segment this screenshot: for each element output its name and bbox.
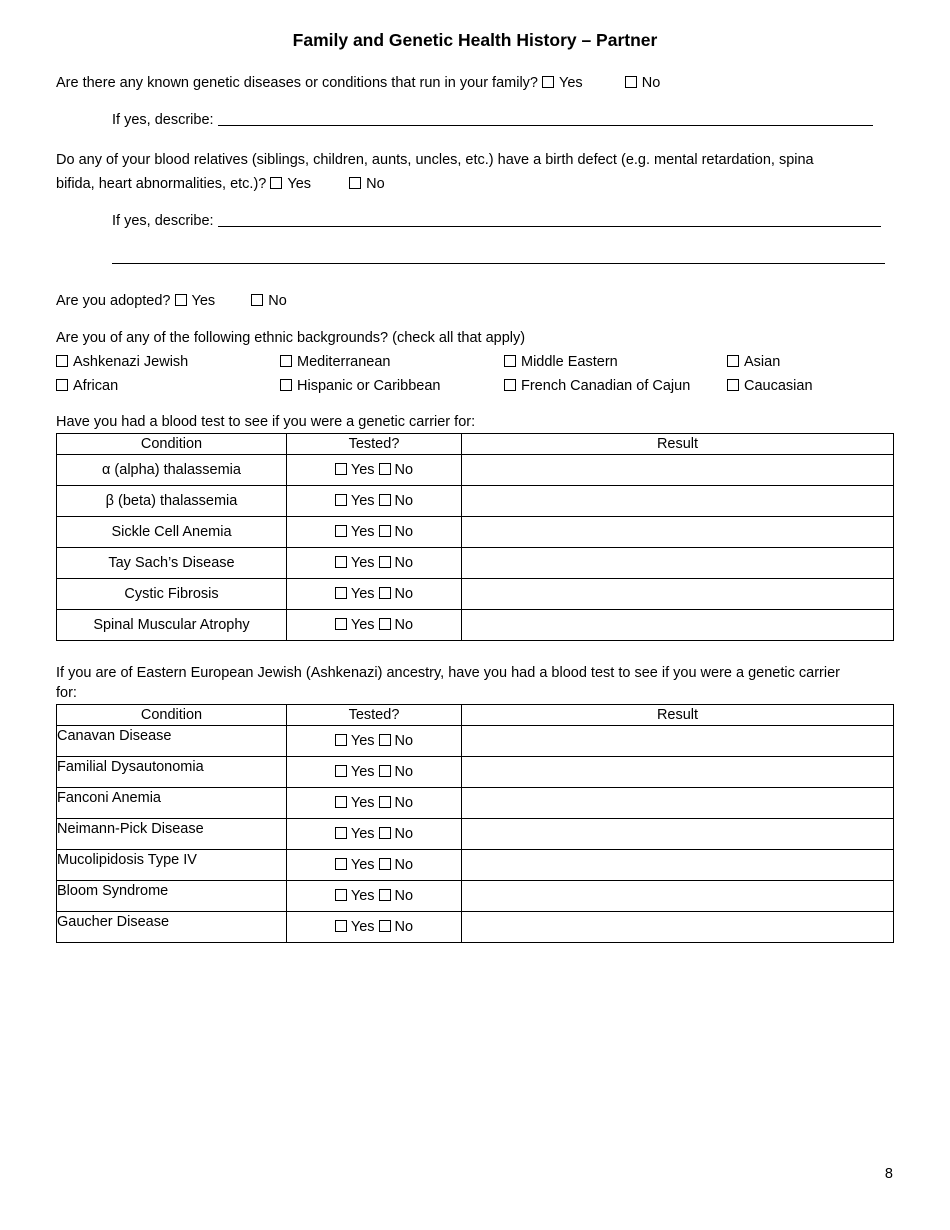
condition-cell: Bloom Syndrome: [57, 881, 287, 912]
checkbox-icon[interactable]: [625, 76, 637, 88]
checkbox-icon[interactable]: [335, 618, 347, 630]
column-header-condition: Condition: [57, 434, 287, 455]
tested-no-option[interactable]: [379, 548, 414, 578]
column-header-result: Result: [462, 434, 894, 455]
table-row: [57, 726, 894, 757]
result-input-cell[interactable]: [462, 486, 894, 517]
q2-no-option[interactable]: [349, 174, 385, 194]
q1-yes-option[interactable]: [542, 73, 583, 93]
result-input-cell[interactable]: [462, 788, 894, 819]
no-label: No: [394, 524, 414, 540]
no-label: No: [366, 176, 385, 192]
tested-cell: [287, 912, 462, 943]
question-genetic-diseases: [56, 73, 660, 93]
yes-label: Yes: [350, 524, 375, 540]
yes-label: Yes: [559, 75, 583, 91]
tested-cell: [287, 610, 462, 641]
option-label: Middle Eastern: [521, 354, 618, 370]
q3-no-option[interactable]: [251, 291, 287, 311]
table-row: [57, 788, 894, 819]
describe-label: If yes, describe:: [112, 112, 214, 128]
tested-no-option[interactable]: [379, 486, 414, 516]
checkbox-icon[interactable]: [504, 379, 516, 391]
yes-label: Yes: [350, 764, 375, 780]
yes-label: Yes: [350, 857, 375, 873]
tested-yes-option[interactable]: [335, 548, 375, 578]
yes-label: Yes: [350, 888, 375, 904]
checkbox-icon[interactable]: [335, 920, 347, 932]
condition-cell: β (beta) thalassemia: [57, 486, 287, 517]
checkbox-icon[interactable]: [270, 177, 282, 189]
tested-cell: [287, 819, 462, 850]
checkbox-icon[interactable]: [379, 920, 391, 932]
ashkenazi-test-intro-line2: for:: [56, 685, 77, 701]
condition-cell: Mucolipidosis Type IV: [57, 850, 287, 881]
tested-cell: [287, 579, 462, 610]
yes-label: Yes: [350, 733, 375, 749]
table-row: [57, 517, 894, 548]
condition-cell: α (alpha) thalassemia: [57, 455, 287, 486]
result-input-cell[interactable]: [462, 726, 894, 757]
tested-no-option[interactable]: [379, 881, 414, 911]
checkbox-icon[interactable]: [335, 827, 347, 839]
tested-no-option[interactable]: [379, 610, 414, 640]
result-input-cell[interactable]: [462, 757, 894, 788]
condition-cell: Gaucher Disease: [57, 912, 287, 943]
tested-cell: [287, 486, 462, 517]
yes-label: Yes: [350, 462, 375, 478]
tested-no-option[interactable]: [379, 912, 414, 942]
ethnic-option-mediterranean[interactable]: [280, 352, 391, 372]
result-input-cell[interactable]: [462, 850, 894, 881]
checkbox-icon[interactable]: [379, 734, 391, 746]
result-input-cell[interactable]: [462, 912, 894, 943]
tested-cell: [287, 455, 462, 486]
tested-no-option[interactable]: [379, 726, 414, 756]
no-label: No: [394, 555, 414, 571]
tested-yes-option[interactable]: [335, 579, 375, 609]
tested-no-option[interactable]: [379, 517, 414, 547]
checkbox-icon[interactable]: [56, 379, 68, 391]
table-row: [57, 881, 894, 912]
checkbox-icon[interactable]: [335, 587, 347, 599]
table-row: [57, 757, 894, 788]
question-birth-defect-line1: Do any of your blood relatives (siblings, children, aunts, uncles, etc.) have a birth defect (e.g. mental retardation, spina: [56, 152, 814, 168]
q1-no-option[interactable]: [625, 73, 661, 93]
q1-describe-input[interactable]: [218, 111, 873, 126]
carrier-test-intro: Have you had a blood test to see if you were a genetic carrier for:: [56, 414, 476, 430]
ethnic-option-hispanic[interactable]: [280, 376, 440, 396]
checkbox-icon[interactable]: [727, 379, 739, 391]
condition-cell: Spinal Muscular Atrophy: [57, 610, 287, 641]
option-label: Asian: [744, 354, 781, 370]
option-label: Caucasian: [744, 378, 813, 394]
tested-yes-option[interactable]: [335, 850, 375, 880]
ethnic-option-asian[interactable]: [727, 352, 780, 372]
checkbox-icon[interactable]: [335, 734, 347, 746]
yes-label: Yes: [350, 555, 375, 571]
condition-cell: Fanconi Anemia: [57, 788, 287, 819]
checkbox-icon[interactable]: [335, 463, 347, 475]
option-label: French Canadian of Cajun: [521, 378, 691, 394]
tested-no-option[interactable]: [379, 788, 414, 818]
ethnic-option-caucasian[interactable]: [727, 376, 813, 396]
table-row: [57, 819, 894, 850]
tested-cell: [287, 788, 462, 819]
checkbox-icon[interactable]: [175, 294, 187, 306]
checkbox-icon[interactable]: [280, 379, 292, 391]
checkbox-icon[interactable]: [379, 827, 391, 839]
tested-cell: [287, 757, 462, 788]
no-label: No: [394, 919, 414, 935]
tested-yes-option[interactable]: [335, 726, 375, 756]
checkbox-icon[interactable]: [335, 525, 347, 537]
page-number: 8: [884, 1166, 893, 1182]
question-text: Are you adopted?: [56, 293, 171, 309]
checkbox-icon[interactable]: [56, 355, 68, 367]
checkbox-icon[interactable]: [335, 858, 347, 870]
checkbox-icon[interactable]: [379, 556, 391, 568]
q3-yes-option[interactable]: [175, 291, 216, 311]
q2-describe-row: [112, 211, 881, 231]
tested-yes-option[interactable]: [335, 455, 375, 485]
no-label: No: [394, 764, 414, 780]
checkbox-icon[interactable]: [335, 765, 347, 777]
question-text: bifida, heart abnormalities, etc.)?: [56, 176, 267, 192]
yes-label: Yes: [350, 919, 375, 935]
carrier-test-table: [56, 433, 894, 641]
no-label: No: [641, 75, 661, 91]
option-label: Hispanic or Caribbean: [297, 378, 441, 394]
yes-label: Yes: [350, 795, 375, 811]
no-label: No: [394, 586, 414, 602]
ethnic-option-french-canadian[interactable]: [504, 376, 690, 396]
describe-label: If yes, describe:: [112, 213, 214, 229]
yes-label: Yes: [350, 586, 375, 602]
no-label: No: [394, 826, 414, 842]
column-header-result: Result: [462, 705, 894, 726]
ashkenazi-test-intro-line1: If you are of Eastern European Jewish (Ashkenazi) ancestry, have you had a blood test to see if you were a genetic carrier: [56, 665, 840, 681]
checkbox-icon[interactable]: [349, 177, 361, 189]
checkbox-icon[interactable]: [251, 294, 263, 306]
question-text: Are there any known genetic diseases or conditions that run in your family?: [56, 75, 538, 91]
option-label: Mediterranean: [297, 354, 391, 370]
tested-cell: [287, 726, 462, 757]
checkbox-icon[interactable]: [335, 494, 347, 506]
tested-cell: [287, 548, 462, 579]
condition-cell: Cystic Fibrosis: [57, 579, 287, 610]
yes-label: Yes: [350, 493, 375, 509]
question-ethnic-backgrounds: Are you of any of the following ethnic backgrounds? (check all that apply): [56, 330, 526, 346]
tested-no-option[interactable]: [379, 455, 414, 485]
checkbox-icon[interactable]: [335, 796, 347, 808]
result-input-cell[interactable]: [462, 579, 894, 610]
question-adopted: [56, 291, 287, 311]
tested-yes-option[interactable]: [335, 912, 375, 942]
tested-yes-option[interactable]: [335, 486, 375, 516]
checkbox-icon[interactable]: [379, 765, 391, 777]
table-row: [57, 579, 894, 610]
result-input-cell[interactable]: [462, 610, 894, 641]
no-label: No: [394, 493, 414, 509]
no-label: No: [394, 795, 414, 811]
result-input-cell[interactable]: [462, 548, 894, 579]
condition-cell: Familial Dysautonomia: [57, 757, 287, 788]
condition-cell: Sickle Cell Anemia: [57, 517, 287, 548]
yes-label: Yes: [350, 826, 375, 842]
checkbox-icon[interactable]: [504, 355, 516, 367]
checkbox-icon[interactable]: [379, 858, 391, 870]
table-row: [57, 912, 894, 943]
condition-cell: Canavan Disease: [57, 726, 287, 757]
q2-describe-input[interactable]: [218, 212, 881, 227]
tested-yes-option[interactable]: [335, 881, 375, 911]
column-header-condition: Condition: [57, 705, 287, 726]
condition-cell: Tay Sach’s Disease: [57, 548, 287, 579]
checkbox-icon[interactable]: [335, 556, 347, 568]
tested-no-option[interactable]: [379, 579, 414, 609]
checkbox-icon[interactable]: [379, 796, 391, 808]
ashkenazi-carrier-test-table: [56, 704, 894, 943]
tested-yes-option[interactable]: [335, 610, 375, 640]
ethnic-option-middle-eastern[interactable]: [504, 352, 618, 372]
checkbox-icon[interactable]: [280, 355, 292, 367]
no-label: No: [394, 462, 414, 478]
table-row: [57, 548, 894, 579]
table-header-row: [57, 434, 894, 455]
checkbox-icon[interactable]: [379, 494, 391, 506]
tested-no-option[interactable]: [379, 819, 414, 849]
result-input-cell[interactable]: [462, 517, 894, 548]
page-title: Family and Genetic Health History – Partner: [292, 30, 658, 50]
q2-describe-input-line2[interactable]: [112, 263, 885, 264]
table-row: [57, 850, 894, 881]
q2-yes-option[interactable]: [270, 174, 311, 194]
checkbox-icon[interactable]: [379, 618, 391, 630]
result-input-cell[interactable]: [462, 819, 894, 850]
yes-label: Yes: [191, 293, 216, 309]
checkbox-icon[interactable]: [727, 355, 739, 367]
ethnic-option-ashkenazi[interactable]: [56, 352, 188, 372]
tested-yes-option[interactable]: [335, 757, 375, 787]
table-row: [57, 486, 894, 517]
table-row: [57, 610, 894, 641]
option-label: African: [73, 378, 119, 394]
tested-yes-option[interactable]: [335, 788, 375, 818]
q1-describe-row: [112, 110, 873, 130]
tested-no-option[interactable]: [379, 757, 414, 787]
ethnic-option-african[interactable]: [56, 376, 118, 396]
no-label: No: [394, 888, 414, 904]
checkbox-icon[interactable]: [379, 587, 391, 599]
condition-cell: Neimann-Pick Disease: [57, 819, 287, 850]
checkbox-icon[interactable]: [379, 463, 391, 475]
tested-no-option[interactable]: [379, 850, 414, 880]
no-label: No: [394, 617, 414, 633]
tested-yes-option[interactable]: [335, 819, 375, 849]
yes-label: Yes: [287, 176, 312, 192]
checkbox-icon[interactable]: [379, 525, 391, 537]
result-input-cell[interactable]: [462, 881, 894, 912]
checkbox-icon[interactable]: [379, 889, 391, 901]
option-label: Ashkenazi Jewish: [73, 354, 189, 370]
tested-yes-option[interactable]: [335, 517, 375, 547]
no-label: No: [394, 733, 414, 749]
tested-cell: [287, 881, 462, 912]
no-label: No: [268, 293, 287, 309]
no-label: No: [394, 857, 414, 873]
question-birth-defect-line2: [56, 174, 385, 194]
checkbox-icon[interactable]: [335, 889, 347, 901]
checkbox-icon[interactable]: [542, 76, 554, 88]
yes-label: Yes: [350, 617, 375, 633]
tested-cell: [287, 850, 462, 881]
table-header-row: [57, 705, 894, 726]
table-row: [57, 455, 894, 486]
result-input-cell[interactable]: [462, 455, 894, 486]
column-header-tested: Tested?: [287, 434, 462, 455]
column-header-tested: Tested?: [287, 705, 462, 726]
tested-cell: [287, 517, 462, 548]
